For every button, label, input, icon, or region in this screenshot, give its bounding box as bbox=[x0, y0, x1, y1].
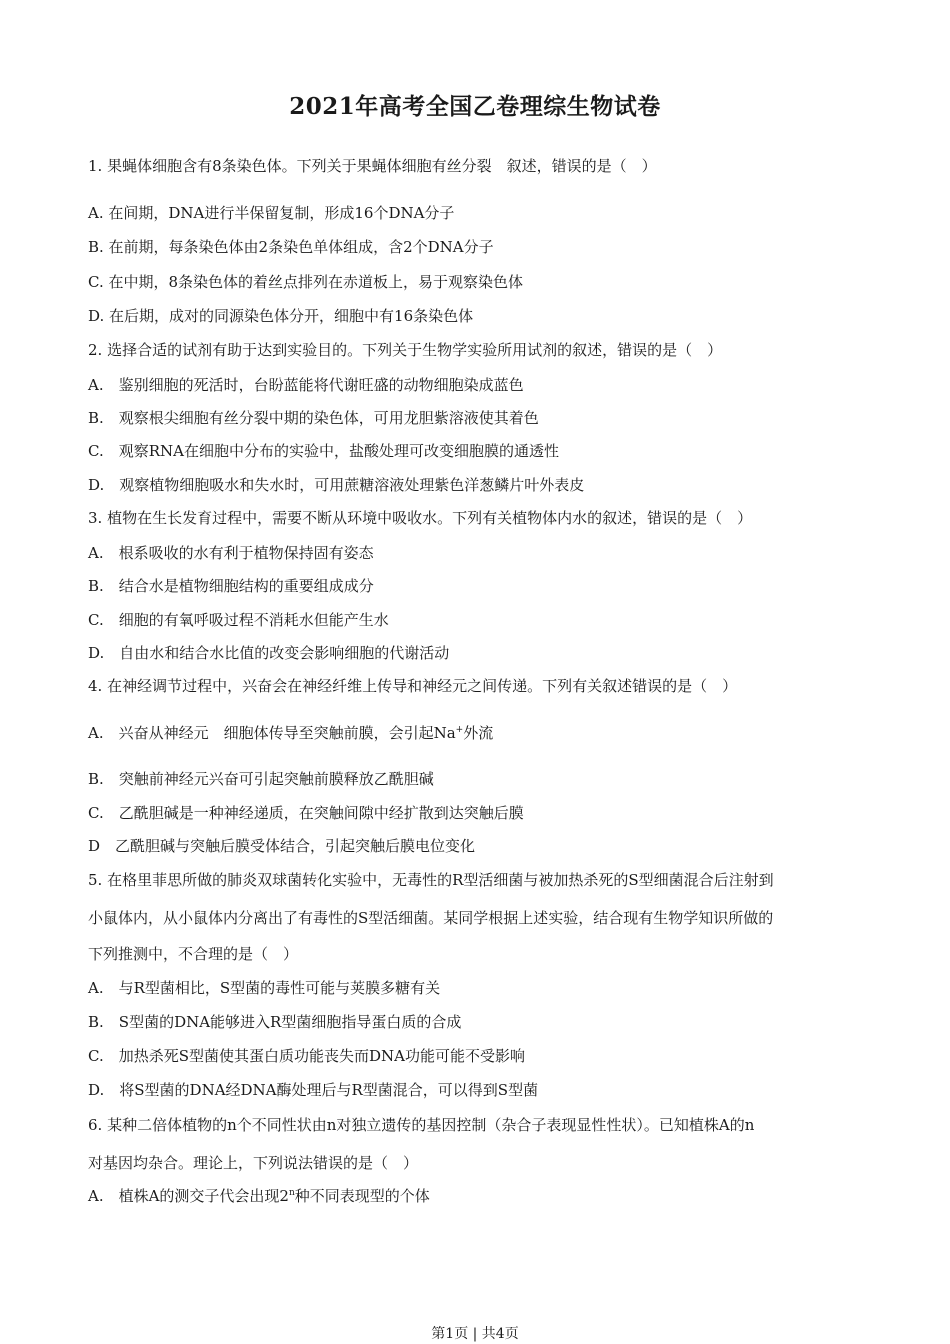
question-4-option-a-superscript: + bbox=[455, 725, 464, 735]
question-4-option-a bbox=[88, 723, 493, 743]
question-5-stem-line-1: 5. 在格里菲思所做的肺炎双球菌转化实验中，无毒性的R型活细菌与被加热杀死的S型细菌混合后注射到 bbox=[88, 871, 774, 889]
question-5-option-d: D. 将S型菌的DNA经DNA酶处理后与R型菌混合，可以得到S型菌 bbox=[88, 1081, 539, 1099]
question-2-option-b: B. 观察根尖细胞有丝分裂中期的染色体，可用龙胆紫溶液使其着色 bbox=[88, 409, 539, 427]
question-4-option-a-text: A. 兴奋从神经元 细胞体传导至突触前膜，会引起Na bbox=[88, 724, 456, 742]
page-footer: 第1页 | 共4页 bbox=[431, 1326, 519, 1342]
question-3-option-a: A. 根系吸收的水有利于植物保持固有姿态 bbox=[88, 544, 374, 562]
question-6-stem-line-1: 6. 某种二倍体植物的n个不同性状由n对独立遗传的基因控制（杂合子表现显性性状）。已知植株A的n bbox=[88, 1116, 755, 1134]
question-5-option-b: B. S型菌的DNA能够进入R型菌细胞指导蛋白质的合成 bbox=[88, 1013, 462, 1031]
question-1-stem: 1. 果蝇体细胞含有8条染色体。下列关于果蝇体细胞有丝分裂 叙述，错误的是（ ） bbox=[88, 157, 657, 175]
question-6-option-a-tail: 种不同表现型的个体 bbox=[294, 1187, 430, 1205]
question-1-option-c: C. 在中期，8条染色体的着丝点排列在赤道板上，易于观察染色体 bbox=[88, 273, 524, 291]
question-2-stem: 2. 选择合适的试剂有助于达到实验目的。下列关于生物学实验所用试剂的叙述，错误的是（ ） bbox=[88, 341, 723, 359]
question-5-option-a: A. 与R型菌相比，S型菌的毒性可能与荚膜多糖有关 bbox=[88, 979, 441, 997]
question-6-option-a-text: A. 植株A的测交子代会出现2 bbox=[88, 1187, 289, 1205]
question-3-stem: 3. 植物在生长发育过程中，需要不断从环境中吸收水。下列有关植物体内水的叙述，错误的是（ ） bbox=[88, 509, 753, 527]
question-6-stem-line-2: 对基因均杂合。理论上，下列说法错误的是（ ） bbox=[88, 1154, 419, 1172]
question-4-option-d: D 乙酰胆碱与突触后膜受体结合，引起突触后膜电位变化 bbox=[88, 837, 476, 855]
question-1-option-d: D. 在后期，成对的同源染色体分开，细胞中有16条染色体 bbox=[88, 307, 474, 325]
question-5-stem-line-3: 下列推测中，不合理的是（ ） bbox=[88, 945, 299, 963]
question-3-option-c: C. 细胞的有氧呼吸过程不消耗水但能产生水 bbox=[88, 611, 389, 629]
question-5-stem-line-2: 小鼠体内，从小鼠体内分离出了有毒性的S型活细菌。某同学根据上述实验，结合现有生物学知识所做的 bbox=[88, 909, 774, 927]
question-2-option-d: D. 观察植物细胞吸水和失水时，可用蔗糖溶液处理紫色洋葱鳞片叶外表皮 bbox=[88, 476, 585, 494]
question-5-option-c: C. 加热杀死S型菌使其蛋白质功能丧失而DNA功能可能不受影响 bbox=[88, 1047, 525, 1065]
question-1-option-b: B. 在前期，每条染色体由2条染色单体组成，含2个DNA分子 bbox=[88, 238, 494, 256]
question-1-option-a: A. 在间期，DNA进行半保留复制，形成16个DNA分子 bbox=[88, 204, 455, 222]
question-4-option-a-tail: 外流 bbox=[463, 724, 494, 742]
question-2-option-a: A. 鉴别细胞的死活时，台盼蓝能将代谢旺盛的动物细胞染成蓝色 bbox=[88, 376, 524, 394]
question-4-option-c: C. 乙酰胆碱是一种神经递质，在突触间隙中经扩散到达突触后膜 bbox=[88, 804, 524, 822]
question-3-option-d: D. 自由水和结合水比值的改变会影响细胞的代谢活动 bbox=[88, 644, 450, 662]
page-title: 2021年高考全国乙卷理综生物试卷 bbox=[289, 93, 661, 120]
question-4-option-b: B. 突触前神经元兴奋可引起突触前膜释放乙酰胆碱 bbox=[88, 770, 434, 788]
question-2-option-c: C. 观察RNA在细胞中分布的实验中，盐酸处理可改变细胞膜的通透性 bbox=[88, 442, 559, 460]
question-4-stem: 4. 在神经调节过程中，兴奋会在神经纤维上传导和神经元之间传递。下列有关叙述错误的是（ ） bbox=[88, 677, 738, 695]
question-6-option-a bbox=[88, 1186, 430, 1206]
question-6-option-a-superscript: n bbox=[288, 1188, 295, 1198]
question-3-option-b: B. 结合水是植物细胞结构的重要组成成分 bbox=[88, 577, 374, 595]
